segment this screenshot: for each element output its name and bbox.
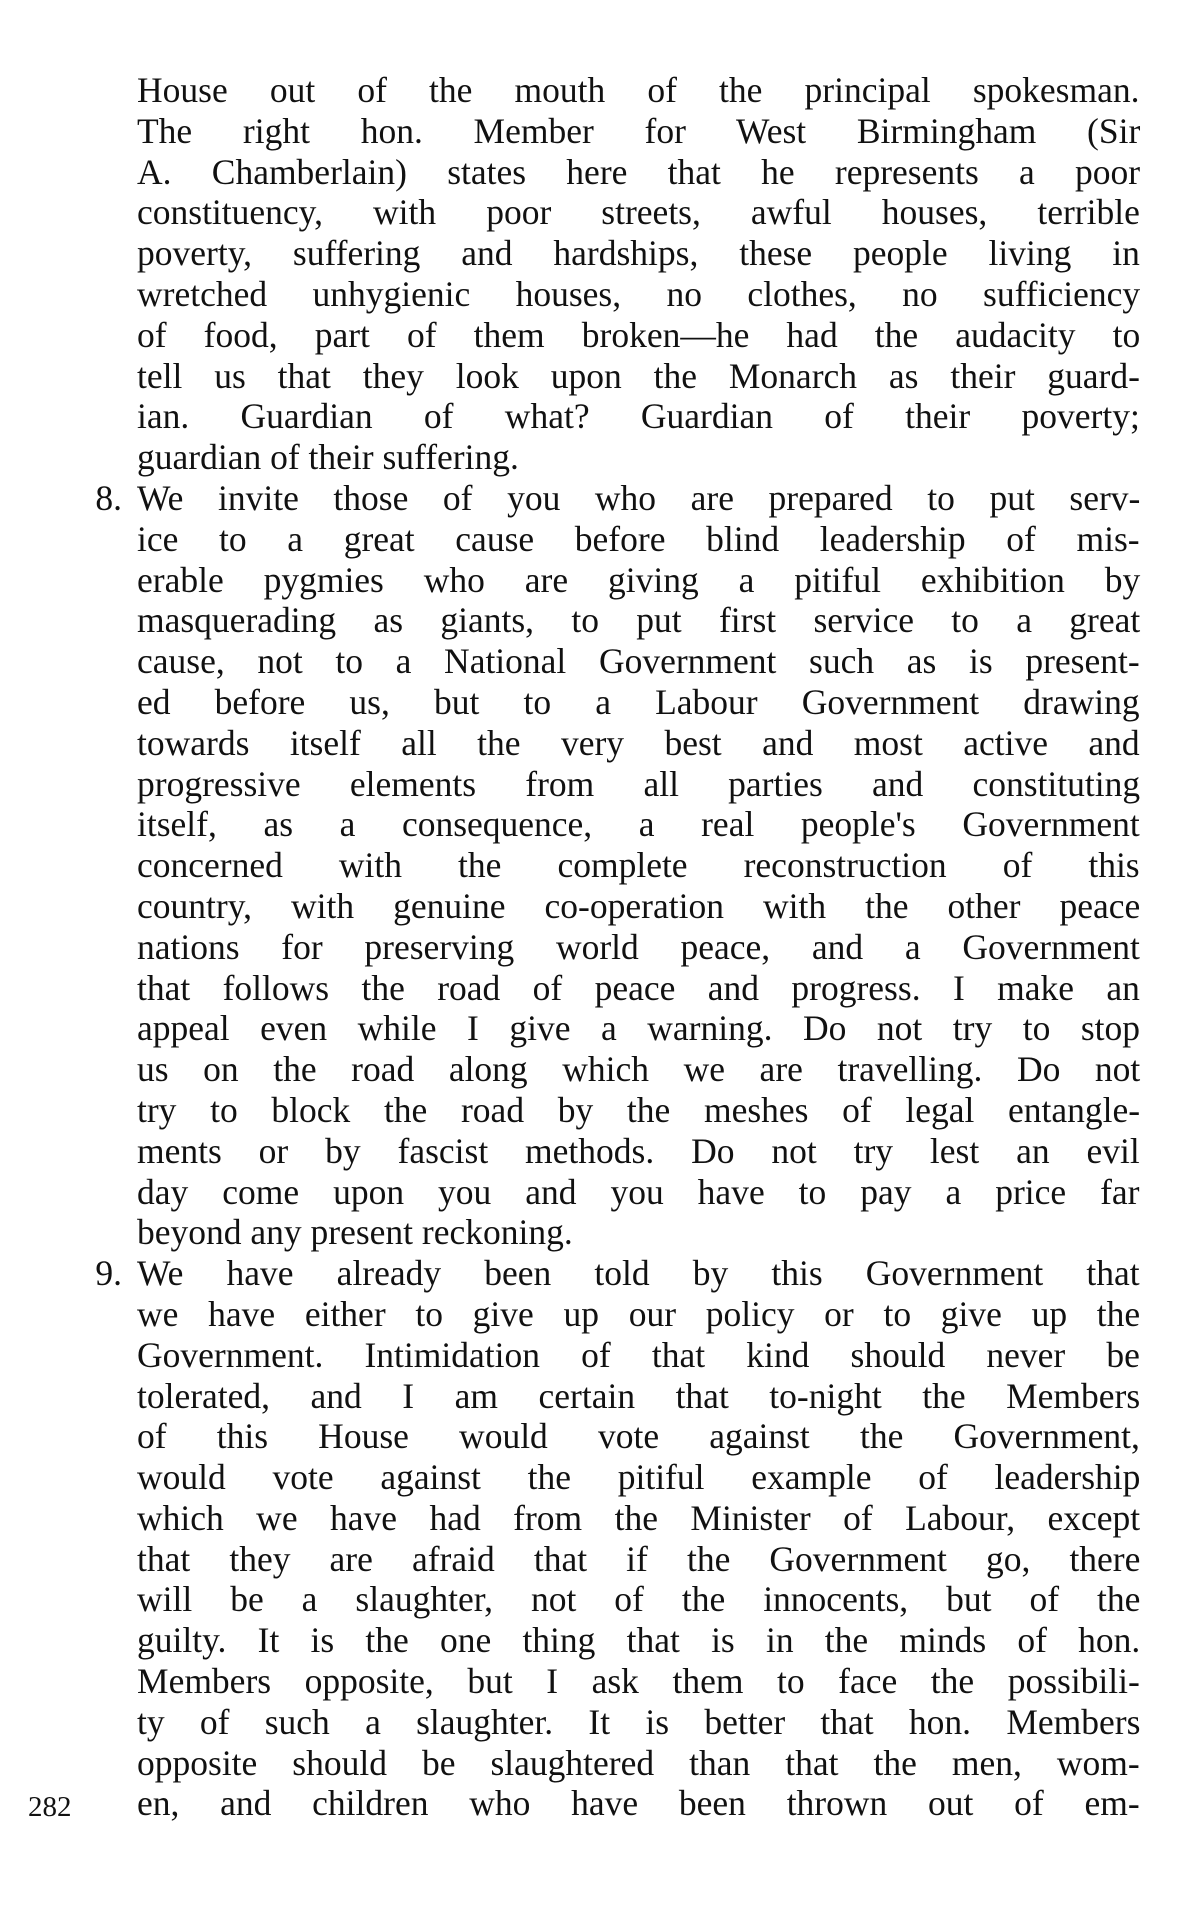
line-text: erable pygmies who are giving a pitiful exhibition by [137,559,1141,600]
text-line [80,152,1140,193]
body-text [80,70,1140,1824]
line-text: ian. Guardian of what? Guardian of their poverty; [137,396,1140,437]
text-line [80,723,1140,764]
line-text: opposite should be slaughtered than that the men, wom- [137,1742,1140,1783]
line-text: cause, not to a National Government such as is present- [137,641,1140,682]
line-text: ice to a great cause before blind leadership of mis- [137,518,1140,559]
text-line [80,396,1140,437]
text-line [80,1090,1140,1131]
line-text: of food, part of them broken—he had the audacity to [137,314,1141,355]
text-line [80,927,1140,968]
line-text: wretched unhygienic houses, no clothes, no sufficiency [137,273,1141,314]
text-line [80,111,1140,152]
text-line [80,315,1140,356]
line-text: beyond any present reckoning. [137,1212,573,1253]
line-text: House out of the mouth of the principal spokesman. [137,70,1140,110]
line-text: progressive elements from all parties and constituting [137,763,1141,804]
line-text: constituency, with poor streets, awful houses, terrible [137,192,1140,233]
line-text: day come upon you and you have to pay a price far [137,1171,1140,1212]
text-line [80,764,1140,805]
paragraph-number: 8. [95,477,122,518]
line-text: appeal even while I give a warning. Do not try to stop [137,1008,1141,1049]
line-text: we have either to give up our policy or to give up the [137,1293,1141,1334]
text-line [80,1294,1140,1335]
text-line [80,1620,1140,1661]
line-text: us on the road along which we are travelling. Do not [137,1049,1141,1090]
text-line [80,1498,1140,1539]
text-line [80,641,1140,682]
line-text: ed before us, but to a Labour Government drawing [137,681,1140,722]
text-line [80,560,1140,601]
line-text: ments or by fascist methods. Do not try lest an evil [137,1130,1140,1171]
text-line [80,1253,1140,1294]
line-text: guilty. It is the one thing that is in the minds of hon. [137,1620,1141,1661]
paragraph-number: 9. [95,1253,122,1294]
line-text: tolerated, and I am certain that to-night the Members [137,1375,1141,1416]
page-number: 282 [28,1791,72,1823]
line-text: would vote against the pitiful example of leadership [137,1457,1141,1498]
line-text: We invite those of you who are prepared to put serv- [137,477,1141,518]
text-line [80,1539,1140,1580]
text-line [80,845,1140,886]
text-line [80,968,1140,1009]
line-text: of this House would vote against the Government, [137,1416,1140,1457]
line-text: nations for preserving world peace, and a Government [137,926,1140,967]
text-line [80,274,1140,315]
line-text: will be a slaughter, not of the innocents, but of the [137,1579,1141,1620]
text-line [80,1579,1140,1620]
text-line [80,682,1140,723]
line-text: try to block the road by the meshes of legal entangle- [137,1089,1141,1130]
text-line [80,1702,1140,1743]
text-line [80,1008,1140,1049]
line-text: which we have had from the Minister of Labour, except [137,1497,1141,1538]
text-line [80,1131,1140,1172]
line-text: country, with genuine co-operation with the other peace [137,885,1141,926]
text-line [80,1335,1140,1376]
line-text: towards itself all the very best and most active and [137,722,1140,763]
text-line [80,1743,1140,1784]
text-line [80,1783,1140,1824]
text-line [80,1212,1140,1253]
line-text: concerned with the complete reconstruction of this [137,845,1140,886]
text-line [80,1049,1140,1090]
text-line [80,437,1140,478]
line-text: ty of such a slaughter. It is better that hon. Members [137,1701,1141,1742]
line-text: We have already been told by this Government that [137,1253,1140,1294]
line-text: tell us that they look upon the Monarch as their guard- [137,355,1140,396]
text-line [80,1416,1140,1457]
text-line [80,192,1140,233]
text-line [80,886,1140,927]
line-text: The right hon. Member for West Birmingham (Sir [137,110,1141,151]
text-line [80,600,1140,641]
text-line [80,519,1140,560]
text-line [80,1457,1140,1498]
text-line [80,804,1140,845]
text-line [80,1172,1140,1213]
text-line [80,1661,1140,1702]
text-line [80,70,1140,111]
line-text: Members opposite, but I ask them to face the possibili- [137,1661,1140,1702]
line-text: Government. Intimidation of that kind should never be [137,1334,1140,1375]
text-line [80,233,1140,274]
line-text: poverty, suffering and hardships, these people living in [137,233,1140,274]
line-text: A. Chamberlain) states here that he represents a poor [137,151,1141,192]
line-text: guardian of their suffering. [137,437,519,478]
line-text: masquerading as giants, to put first service to a great [137,600,1141,641]
text-line [80,1376,1140,1417]
line-text: that they are afraid that if the Government go, there [137,1538,1141,1579]
line-text: en, and children who have been thrown out of em- [137,1783,1140,1824]
text-line [80,478,1140,519]
text-line [80,356,1140,397]
line-text: itself, as a consequence, a real people's Government [137,804,1140,845]
line-text: that follows the road of peace and progress. I make an [137,967,1140,1008]
